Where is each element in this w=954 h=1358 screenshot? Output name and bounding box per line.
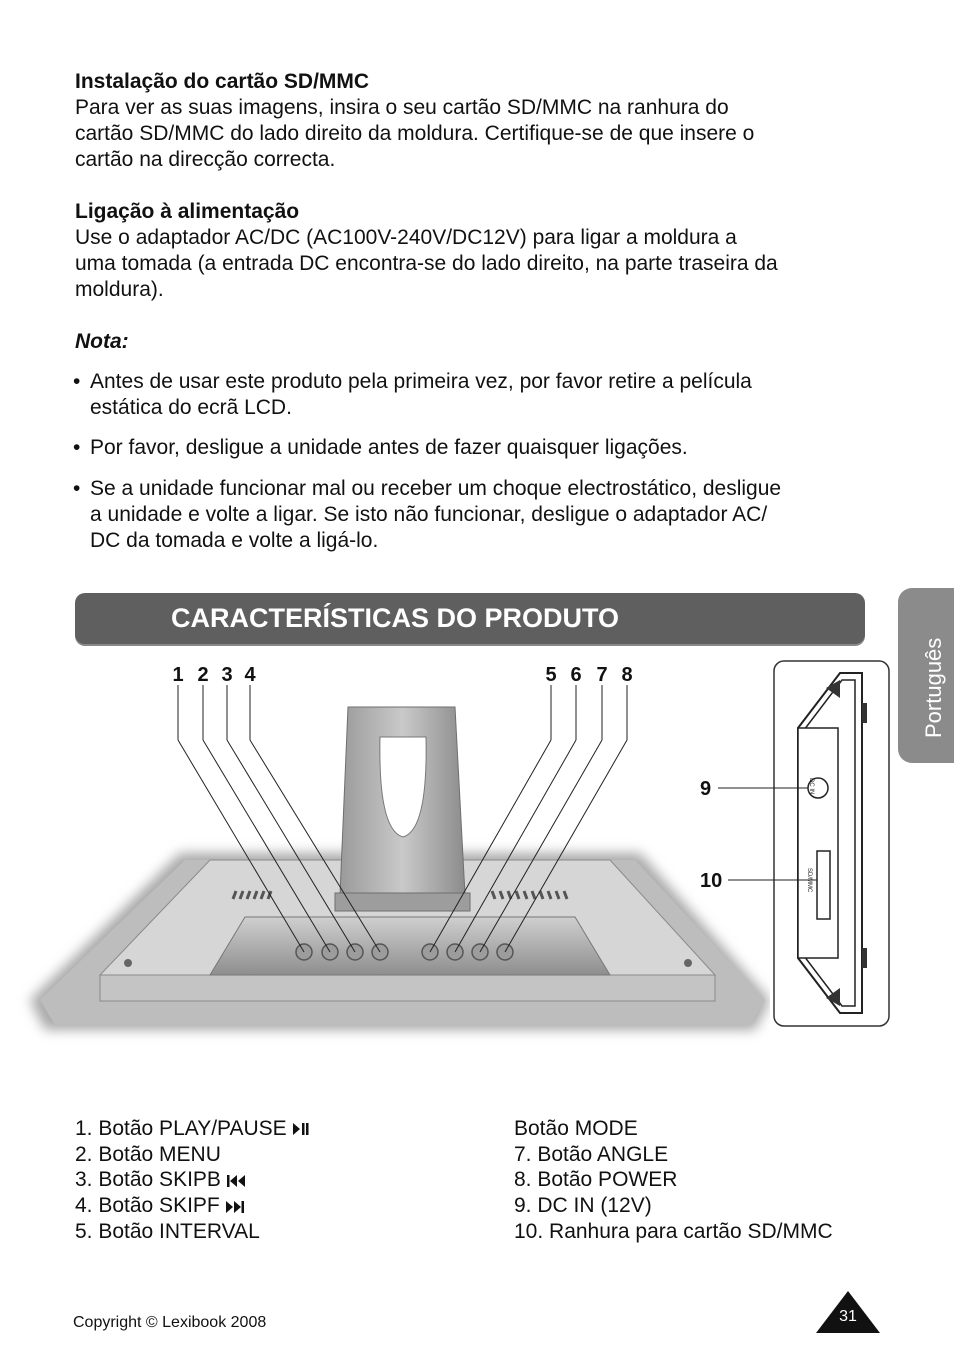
callout-number: 4: [244, 664, 256, 686]
product-side-illustration: [690, 658, 895, 1030]
language-tab: [898, 588, 954, 763]
feature-list-col1: [75, 1116, 310, 1245]
bullet-dot: •: [73, 436, 81, 459]
bullet-line: estática do ecrã LCD.: [90, 396, 292, 419]
button-housing: [210, 917, 610, 975]
bullet-dot: •: [73, 370, 81, 393]
bullet-line: Antes de usar este produto pela primeira vez, por favor retire a película: [90, 370, 752, 393]
feature-item: 1. Botão PLAY/PAUSE: [75, 1116, 310, 1142]
product-back-illustration: [0, 655, 770, 1055]
section-banner: [75, 593, 865, 644]
side-foot: [862, 703, 867, 723]
feature-item: 5. Botão INTERVAL: [75, 1219, 260, 1243]
feature-item: 4. Botão SKIPF: [75, 1193, 310, 1219]
page-number: 31: [839, 1308, 857, 1325]
feature-item: 9. DC IN (12V): [514, 1194, 652, 1218]
callout-number: 5: [545, 664, 557, 686]
back-panel-bottom: [100, 975, 715, 1001]
feature-item: 3. Botão SKIPB: [75, 1167, 310, 1193]
note-bullet: [73, 435, 890, 461]
callout-number: 3: [221, 664, 233, 686]
sd-line: cartão SD/MMC do lado direito da moldura. Certifique-se de que insere o: [75, 122, 755, 145]
skip-back-icon: [226, 1174, 246, 1188]
bullet-line: DC da tomada e volte a ligá-lo.: [90, 529, 379, 552]
play-pause-icon: [292, 1122, 310, 1136]
power-line: Use o adaptador AC/DC (AC100V-240V/DC12V) para ligar a moldura a: [75, 226, 737, 249]
feature-item: 2. Botão MENU: [75, 1142, 221, 1166]
feature-item: Botão MODE: [514, 1117, 638, 1140]
feature-list-col2: [514, 1116, 833, 1245]
power-heading: Ligação à alimentação: [75, 200, 300, 223]
sd-heading: Instalação do cartão SD/MMC: [75, 70, 370, 93]
power-section: [75, 199, 875, 303]
sd-line: Para ver as suas imagens, insira o seu cartão SD/MMC na ranhura do: [75, 96, 729, 119]
skip-forward-icon: [225, 1200, 245, 1214]
note-bullet: [73, 476, 890, 554]
sd-section: [75, 69, 875, 173]
sd-slot-label: SD/MMC: [806, 868, 812, 893]
side-panel: [798, 728, 838, 958]
bullet-line: Se a unidade funcionar mal ou receber um choque electrostático, desligue: [90, 477, 782, 500]
side-foot: [862, 948, 867, 968]
note-bullet: [73, 369, 890, 421]
sd-line: cartão na direcção correcta.: [75, 148, 336, 171]
power-line: moldura).: [75, 278, 164, 301]
bullet-dot: •: [73, 477, 81, 500]
callout-number: 7: [596, 664, 608, 686]
copyright: Copyright © Lexibook 2008: [73, 1314, 267, 1331]
screw: [124, 959, 132, 967]
language-tab-label: Português: [921, 637, 946, 738]
stand-hinge: [335, 893, 470, 911]
callout-number: 9: [700, 778, 712, 800]
sd-card-slot: [817, 851, 830, 919]
callout-number: 1: [172, 664, 184, 686]
bullet-line: Por favor, desligue a unidade antes de fazer quaisquer ligações.: [90, 436, 688, 459]
feature-item: 8. Botão POWER: [514, 1168, 678, 1192]
banner-title: CARACTERÍSTICAS DO PRODUTO: [170, 603, 620, 633]
dc-in-label: DC IN: [808, 778, 814, 795]
power-line: uma tomada (a entrada DC encontra-se do lado direito, na parte traseira da: [75, 252, 778, 275]
note-heading: Nota:: [75, 330, 129, 353]
callout-number: 10: [700, 870, 723, 892]
callout-number: 6: [570, 664, 582, 686]
feature-item: 10. Ranhura para cartão SD/MMC: [514, 1219, 833, 1243]
feature-item: 7. Botão ANGLE: [514, 1142, 669, 1166]
bullet-line: a unidade e volte a ligar. Se isto não funcionar, desligue o adaptador AC/: [90, 503, 768, 526]
callout-number: 8: [621, 664, 633, 686]
callout-number: 2: [197, 664, 209, 686]
